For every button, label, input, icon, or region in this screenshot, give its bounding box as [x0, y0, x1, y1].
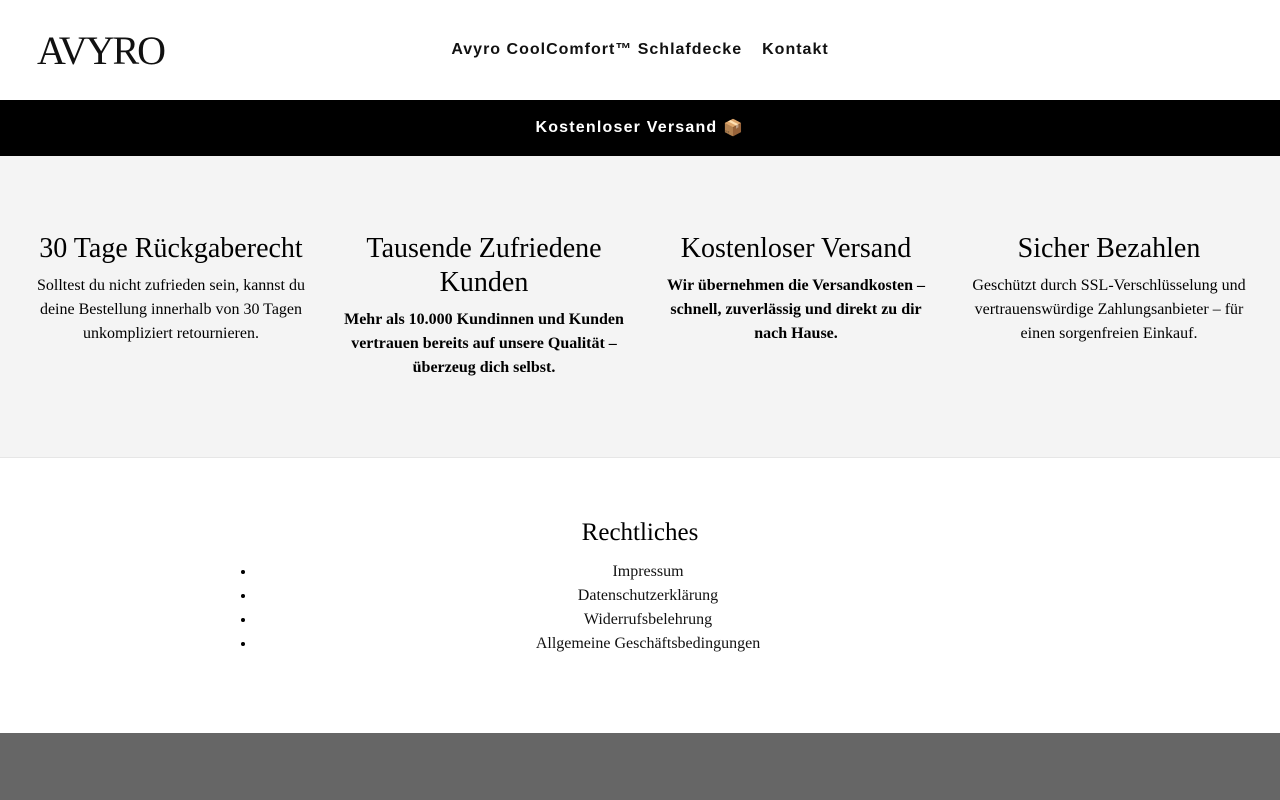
nav-link-kontakt[interactable]: Kontakt: [762, 41, 829, 58]
feature-text: Geschützt durch SSL-Verschlüsselung und vertrauenswürdige Zahlungsanbieter – für einen sorgenfreien Einkauf.: [972, 277, 1246, 342]
list-item: [256, 584, 1040, 608]
feature-text: Wir übernehmen die Versandkosten – schnell, zuverlässig und direkt zu dir nach Hause.: [666, 277, 926, 342]
feature-text: Solltest du nicht zufrieden sein, kannst du deine Bestellung innerhalb von 30 Tagen unkompliziert retournieren.: [37, 277, 305, 342]
impressum-link[interactable]: Impressum: [612, 563, 684, 580]
feature-title: 30 Tage Rückgaberecht: [39, 233, 303, 264]
feature-customers: [340, 232, 628, 380]
svg-text:AVYRO: AVYRO: [37, 30, 165, 70]
feature-title: Tausende Zufriedene Kunden: [366, 233, 602, 298]
feature-title: Kostenloser Versand: [680, 233, 912, 264]
list-item: [256, 608, 1040, 632]
legal-heading: Rechtliches: [581, 519, 699, 546]
site-header: [0, 0, 1280, 100]
package-icon: 📦: [723, 120, 745, 137]
widerruf-link[interactable]: Widerrufsbelehrung: [583, 611, 713, 628]
feature-title: Sicher Bezahlen: [1017, 233, 1201, 264]
feature-text: Mehr als 10.000 Kundinnen und Kunden vertrauen bereits auf unsere Qualität – überzeug dich selbst.: [344, 311, 624, 376]
agb-link[interactable]: Allgemeine Geschäftsbedingungen: [535, 635, 761, 652]
announcement-text: Kostenloser Versand: [535, 119, 718, 136]
feature-secure-payment: [966, 232, 1252, 346]
features-section: [0, 156, 1280, 458]
list-item: [256, 560, 1040, 584]
footer-bar: [0, 733, 1280, 800]
datenschutz-link[interactable]: Datenschutzerklärung: [577, 587, 719, 604]
legal-links-list: [256, 560, 1040, 656]
feature-returns: [30, 232, 312, 346]
feature-shipping: [656, 232, 936, 346]
legal-section: [0, 459, 1280, 733]
list-item: [256, 632, 1040, 656]
nav-link-schlafdecke[interactable]: Avyro CoolComfort™ Schlafdecke: [451, 41, 743, 58]
announcement-bar: [0, 100, 1280, 156]
main-nav: [0, 0, 1280, 100]
